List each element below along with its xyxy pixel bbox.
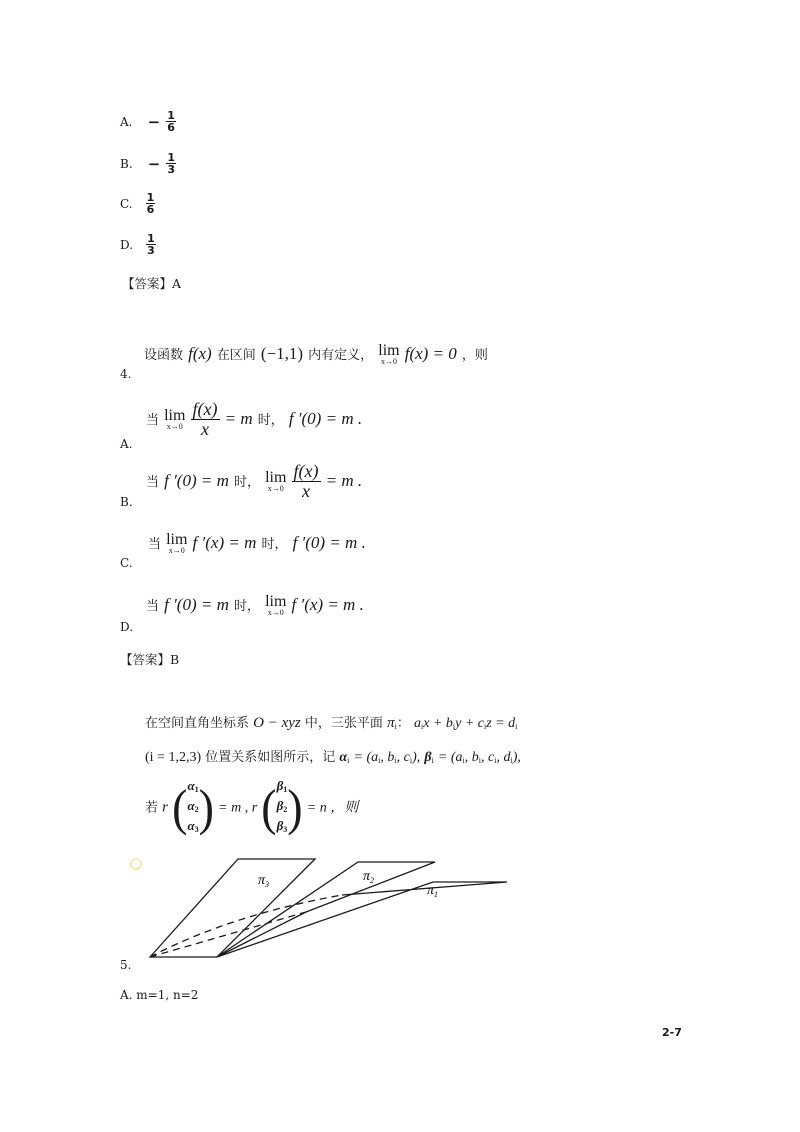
option-text: 当 bbox=[146, 475, 160, 490]
plane-pi2 bbox=[217, 862, 435, 957]
beta-vector: β bbox=[424, 750, 432, 765]
numerator: 1 bbox=[146, 191, 155, 204]
lim-subscript: x→0 bbox=[380, 357, 397, 366]
option-text: 时， bbox=[257, 413, 284, 428]
stem-text: ，则 bbox=[461, 348, 488, 363]
beta-matrix: ( $\beta_1$ $\beta_2$ $\beta_3$ ) bbox=[261, 778, 303, 836]
lim-subscript: x→0 bbox=[267, 608, 284, 617]
limit-operator bbox=[265, 594, 286, 617]
q4-number: 4. bbox=[120, 367, 132, 381]
option-text: 时， bbox=[261, 537, 288, 552]
stem-interval: (−1,1) bbox=[260, 344, 304, 363]
stem-text: 内有定义， bbox=[308, 348, 374, 363]
equation-part: f ′(0) = m bbox=[164, 595, 229, 614]
limit-operator bbox=[378, 343, 399, 366]
option-letter: A. bbox=[120, 115, 133, 129]
stem-text: 在区间 bbox=[216, 348, 256, 363]
option-letter: D. bbox=[120, 238, 134, 252]
q5-option-a: A. m=1, n=2 bbox=[120, 988, 199, 1002]
alpha-vector: α bbox=[339, 750, 348, 765]
page-number: 2-7 bbox=[662, 1026, 682, 1039]
numerator: 1 bbox=[167, 151, 176, 164]
numerator: f(x) bbox=[192, 399, 218, 419]
q4-option-b-formula bbox=[146, 462, 362, 501]
q4-option-d-formula bbox=[146, 594, 364, 617]
stem-function: f(x) bbox=[188, 344, 212, 363]
option-letter: B. bbox=[120, 157, 133, 171]
plane-pi1 bbox=[217, 882, 507, 957]
lim-subscript: x→0 bbox=[267, 484, 284, 493]
lim-word: lim bbox=[265, 593, 287, 610]
fraction bbox=[166, 110, 176, 133]
limit-operator bbox=[164, 408, 185, 431]
denominator: 3 bbox=[147, 244, 155, 257]
q3-option-b bbox=[120, 152, 176, 175]
planes-figure bbox=[120, 850, 520, 965]
fraction bbox=[166, 152, 176, 175]
equation-part: f ′(x) = m bbox=[192, 533, 257, 552]
limit-operator bbox=[166, 532, 187, 555]
lim-subscript: x→0 bbox=[166, 422, 183, 431]
stem-text: 位置关系如图所示，记 bbox=[205, 750, 336, 765]
q4-option-d-letter: D. bbox=[120, 620, 134, 634]
lim-word: lim bbox=[265, 469, 287, 486]
denominator: 6 bbox=[146, 203, 155, 216]
q5-line3 bbox=[145, 778, 358, 838]
q4-option-c-formula bbox=[148, 532, 366, 555]
label-pi1: $\pi_1$ bbox=[427, 883, 439, 899]
q5-line2: (i = 1,2,3) 位置关系如图所示，记 $\alpha_i = (a_i$, $b_i$, $c_i$), $\beta_i = (a_i$, $b_i$, $c_i$, $d_i$), bbox=[145, 750, 521, 765]
q3-option-d bbox=[120, 233, 156, 256]
fraction bbox=[146, 233, 156, 256]
equation-part: f ′(x) = m . bbox=[291, 595, 364, 614]
coordinate-system: O − xyz bbox=[253, 715, 301, 731]
q4-option-a-letter: A. bbox=[120, 437, 133, 451]
equation-part: f ′(0) = m . bbox=[292, 533, 366, 552]
option-text: 当 bbox=[148, 537, 162, 552]
denominator: 3 bbox=[167, 163, 176, 176]
minus-sign: − bbox=[147, 154, 161, 173]
option-text: 当 bbox=[146, 599, 160, 614]
front-edge bbox=[217, 912, 306, 957]
option-letter: C. bbox=[120, 197, 133, 211]
label-pi2: $\pi_2$ bbox=[363, 869, 375, 885]
option-text: 当 bbox=[146, 413, 160, 428]
lim-word: lim bbox=[378, 342, 400, 359]
q5-number: 5. bbox=[120, 958, 132, 972]
alpha-definition: = (a bbox=[353, 750, 379, 765]
q3-option-a bbox=[120, 110, 176, 133]
equation-part: = m bbox=[224, 409, 253, 428]
rank-symbol: r bbox=[162, 799, 168, 816]
stem-text: ： bbox=[396, 716, 410, 731]
denominator: 6 bbox=[167, 121, 175, 134]
option-text: 时， bbox=[233, 475, 260, 490]
q4-answer: 【答案】B bbox=[120, 652, 180, 667]
stem-text: 中，三张平面 bbox=[304, 716, 383, 731]
lim-word: lim bbox=[164, 407, 186, 424]
equation-part: = m . bbox=[325, 471, 363, 490]
rank-equation: = n ，则 bbox=[306, 800, 359, 816]
rank-equation: = m , r bbox=[218, 800, 258, 816]
limit-operator bbox=[265, 470, 286, 493]
q3-option-c bbox=[120, 192, 155, 215]
fraction bbox=[146, 192, 156, 215]
minus-sign: − bbox=[147, 112, 161, 131]
beta-definition: = (a bbox=[437, 750, 463, 765]
stem-text: 在空间直角坐标系 bbox=[145, 716, 250, 731]
fraction bbox=[292, 462, 321, 501]
stem-text: 设函数 bbox=[144, 348, 184, 363]
fraction bbox=[191, 400, 220, 439]
hidden-edge-pi1 bbox=[150, 895, 342, 957]
alpha-matrix: ( $\alpha_1$ $\alpha_2$ $\alpha_3$ ) bbox=[172, 778, 214, 836]
q4-option-b-letter: B. bbox=[120, 495, 133, 509]
numerator: 1 bbox=[167, 109, 175, 122]
plane-symbol: π bbox=[387, 715, 395, 731]
label-pi3: $\pi_3$ bbox=[258, 873, 270, 889]
numerator: f(x) bbox=[293, 461, 319, 481]
stem-text: 若 bbox=[145, 800, 159, 816]
q5-line1: 在空间直角坐标系 O − xyz 中，三张平面 $\pi_i$： $a_ix + b_iy + c_iz = d_i$ bbox=[145, 715, 518, 731]
denominator: x bbox=[201, 419, 210, 439]
denominator: x bbox=[302, 481, 310, 501]
q4-option-a-formula bbox=[146, 400, 362, 439]
option-text: 时， bbox=[233, 599, 260, 614]
numerator: 1 bbox=[147, 232, 155, 245]
lim-subscript: x→0 bbox=[168, 546, 185, 555]
q3-answer: 【答案】A bbox=[122, 276, 182, 291]
q4-stem-line bbox=[144, 343, 488, 366]
q4-option-c-letter: C. bbox=[120, 556, 133, 570]
equation-part: f ′(0) = m . bbox=[288, 409, 363, 428]
lim-word: lim bbox=[166, 531, 188, 548]
index-range: (i = 1,2,3) bbox=[145, 750, 202, 765]
plane-equation: a bbox=[413, 716, 421, 731]
equation-part: f ′(0) = m bbox=[164, 471, 229, 490]
stem-limit-expr: f(x) = 0 bbox=[404, 344, 457, 363]
faint-circle-mark bbox=[131, 859, 141, 869]
